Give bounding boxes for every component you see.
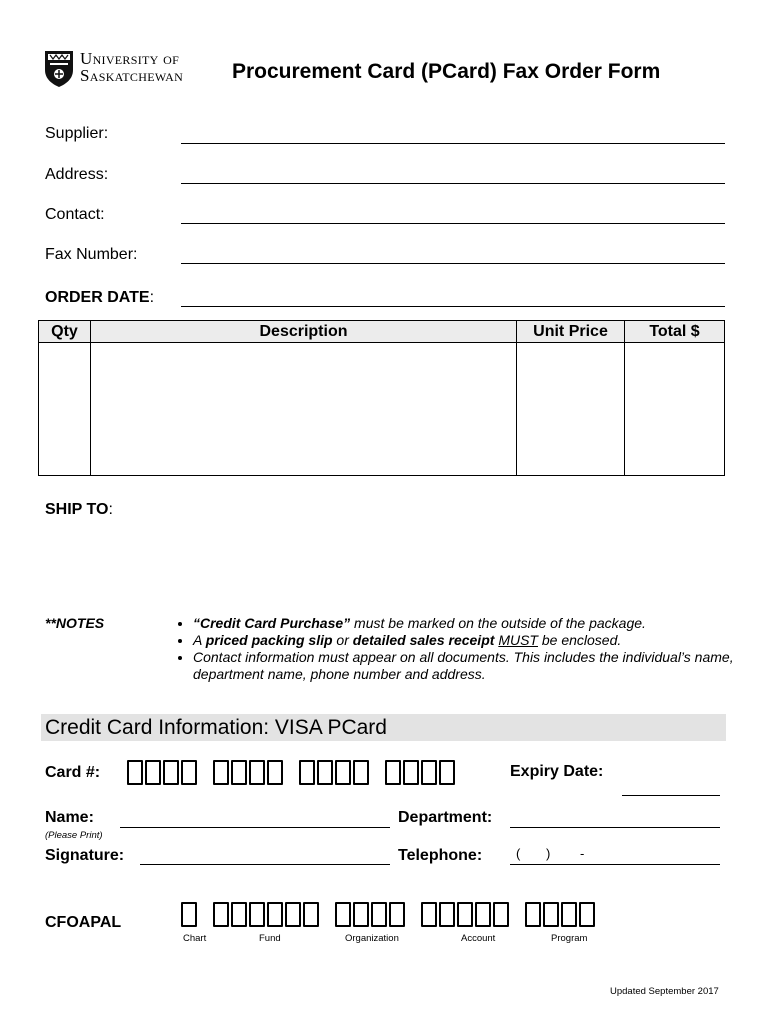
description-cell[interactable]: [91, 343, 517, 476]
digit-box[interactable]: [475, 902, 491, 927]
phone-dash: -: [580, 846, 585, 861]
digit-box[interactable]: [561, 902, 577, 927]
phone-close-paren: ): [546, 846, 551, 861]
digit-box[interactable]: [249, 760, 265, 785]
digit-box[interactable]: [145, 760, 161, 785]
telephone-label: Telephone:: [398, 847, 483, 864]
university-crest-icon: [44, 50, 74, 88]
account-caption: Account: [461, 933, 496, 944]
contact-field[interactable]: [181, 223, 725, 224]
card-number-label: Card #:: [45, 764, 101, 781]
department-label: Department:: [398, 809, 493, 826]
qty-cell[interactable]: [39, 343, 91, 476]
card-number-boxes: [127, 760, 455, 785]
supplier-field[interactable]: [181, 143, 725, 144]
digit-box[interactable]: [579, 902, 595, 927]
fund-code-group: [213, 902, 319, 927]
digit-box[interactable]: [439, 902, 455, 927]
form-title: Procurement Card (PCard) Fax Order Form: [232, 60, 661, 83]
digit-box[interactable]: [439, 760, 455, 785]
notes-list: [173, 615, 753, 683]
digit-box[interactable]: [421, 902, 437, 927]
digit-box[interactable]: [163, 760, 179, 785]
digit-box[interactable]: [353, 760, 369, 785]
unit-price-cell[interactable]: [517, 343, 625, 476]
card-number-group: [299, 760, 369, 785]
fax-number-label: Fax Number:: [45, 246, 138, 263]
digit-box[interactable]: [213, 902, 229, 927]
digit-box[interactable]: [181, 902, 197, 927]
digit-box[interactable]: [543, 902, 559, 927]
digit-box[interactable]: [335, 902, 351, 927]
chart-caption: Chart: [183, 933, 207, 944]
organization-code-group: [335, 902, 405, 927]
digit-box[interactable]: [317, 760, 333, 785]
address-field[interactable]: [181, 183, 725, 184]
digit-box[interactable]: [353, 902, 369, 927]
contact-label: Contact:: [45, 206, 105, 223]
ship-to-label: SHIP TO:: [45, 501, 113, 518]
updated-date-footer: Updated September 2017: [610, 986, 719, 997]
order-date-field[interactable]: [181, 306, 725, 307]
digit-box[interactable]: [335, 760, 351, 785]
card-number-group: [127, 760, 197, 785]
please-print-note: (Please Print): [45, 830, 103, 841]
cfoapal-boxes: [181, 902, 595, 927]
digit-box[interactable]: [371, 902, 387, 927]
expiry-date-field[interactable]: [622, 795, 720, 796]
order-date-label: ORDER DATE:: [45, 289, 155, 306]
digit-box[interactable]: [525, 902, 541, 927]
list-item: • “Credit Card Purchase” must be marked on the outside of the package.: [193, 615, 753, 632]
program-code-group: [525, 902, 595, 927]
table-header-row: [39, 321, 725, 343]
digit-box[interactable]: [493, 902, 509, 927]
digit-box[interactable]: [249, 902, 265, 927]
name-field[interactable]: [120, 827, 390, 828]
organization-caption: Organization: [345, 933, 399, 944]
digit-box[interactable]: [303, 902, 319, 927]
digit-box[interactable]: [231, 902, 247, 927]
phone-open-paren: (: [516, 846, 521, 861]
university-logo-text: University of Saskatchewan: [80, 49, 184, 85]
expiry-date-label: Expiry Date:: [510, 763, 604, 780]
card-number-group: [385, 760, 455, 785]
credit-card-heading: Credit Card Information: VISA PCard: [45, 716, 387, 739]
digit-box[interactable]: [421, 760, 437, 785]
list-item: • A priced packing slip or detailed sales receipt MUST be enclosed.: [193, 632, 753, 649]
digit-box[interactable]: [267, 902, 283, 927]
signature-label: Signature:: [45, 847, 125, 864]
chart-code-group: [181, 902, 197, 927]
digit-box[interactable]: [299, 760, 315, 785]
qty-header: Qty: [39, 321, 91, 343]
unit-price-header: Unit Price: [517, 321, 625, 343]
total-header: Total $: [625, 321, 725, 343]
digit-box[interactable]: [389, 902, 405, 927]
digit-box[interactable]: [285, 902, 301, 927]
digit-box[interactable]: [213, 760, 229, 785]
name-label: Name:: [45, 809, 94, 826]
digit-box[interactable]: [127, 760, 143, 785]
address-label: Address:: [45, 166, 109, 183]
supplier-label: Supplier:: [45, 125, 109, 142]
account-code-group: [421, 902, 509, 927]
digit-box[interactable]: [267, 760, 283, 785]
department-field[interactable]: [510, 827, 720, 828]
program-caption: Program: [551, 933, 588, 944]
signature-field[interactable]: [140, 864, 390, 865]
table-row: [39, 343, 725, 476]
digit-box[interactable]: [457, 902, 473, 927]
cfoapal-label: CFOAPAL: [45, 914, 122, 931]
notes-label: **NOTES: [45, 615, 105, 631]
order-items-table: [38, 320, 725, 476]
telephone-field[interactable]: [510, 864, 720, 865]
fax-number-field[interactable]: [181, 263, 725, 264]
digit-box[interactable]: [385, 760, 401, 785]
digit-box[interactable]: [403, 760, 419, 785]
description-header: Description: [91, 321, 517, 343]
total-cell[interactable]: [625, 343, 725, 476]
fund-caption: Fund: [259, 933, 281, 944]
digit-box[interactable]: [231, 760, 247, 785]
list-item: • Contact information must appear on all documents. This includes the individual’s name, department name, phone number and address.: [193, 649, 753, 683]
digit-box[interactable]: [181, 760, 197, 785]
card-number-group: [213, 760, 283, 785]
